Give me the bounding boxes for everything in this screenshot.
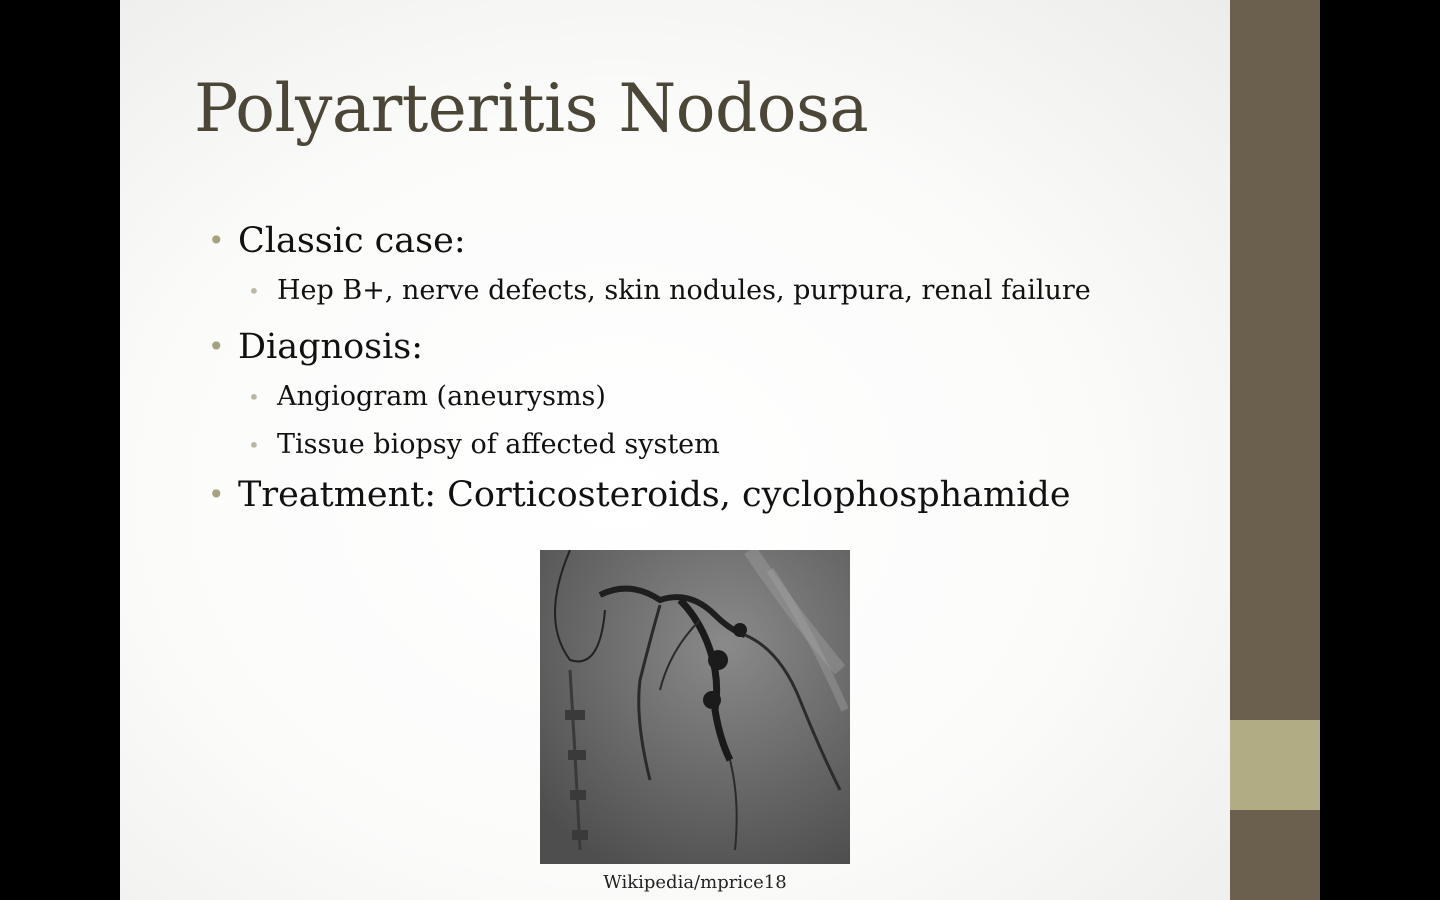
image-caption: Wikipedia/mprice18: [603, 872, 787, 893]
angiogram-image: [540, 550, 850, 864]
sub-bullet-dot-icon: •: [248, 433, 260, 457]
sub-bullet-item: [208, 376, 1208, 424]
bullet-dot-icon: •: [208, 330, 225, 363]
bullet-text: Diagnosis:: [238, 327, 424, 367]
slide-sidebar-accent: [1230, 720, 1320, 810]
bullet-item: [208, 218, 1208, 270]
bullet-dot-icon: •: [208, 478, 225, 511]
sub-bullet-text: Angiogram (aneurysms): [277, 381, 606, 412]
bullet-item: [208, 324, 1208, 376]
sub-bullet-dot-icon: •: [248, 279, 260, 303]
sub-bullet-item: [208, 270, 1208, 318]
slide-title: Polyarteritis Nodosa: [194, 70, 869, 147]
sub-bullet-text: Hep B+, nerve defects, skin nodules, purpura, renal failure: [277, 275, 1091, 306]
sub-bullet-dot-icon: •: [248, 385, 260, 409]
bullet-dot-icon: •: [208, 224, 225, 257]
sub-bullet-text: Tissue biopsy of affected system: [277, 429, 720, 460]
bullet-text: Classic case:: [238, 221, 466, 261]
bullet-list: [208, 218, 1208, 524]
angiogram-illustration: [540, 550, 850, 864]
slide: [120, 0, 1230, 900]
sub-bullet-item: [208, 424, 1208, 472]
bullet-text: Treatment: Corticosteroids, cyclophosphamide: [238, 475, 1071, 515]
bullet-item: [208, 472, 1208, 524]
